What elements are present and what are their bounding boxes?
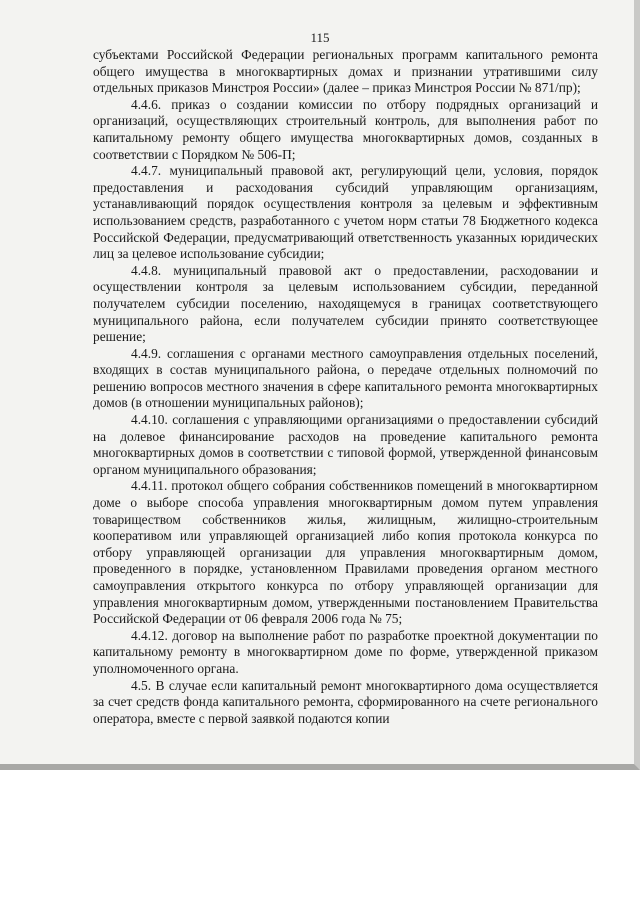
page-number: 115 [310, 30, 330, 45]
paragraph-4-4-6: 4.4.6. приказ о создании комиссии по отбору подрядных организаций и организаций, осуществляющих строительный контроль, для выполнения работ по капитальному ремонту общего имущества многоквартирных домов, созданных в соответствии с Порядком № 506-П; [93, 96, 598, 162]
paragraph-4-5: 4.5. В случае если капитальный ремонт многоквартирного дома осуществляется за счет средств фонда капитального ремонта, сформированного на счете регионального оператора, вместе с первой заявкой подаются копии [93, 677, 598, 726]
paragraph-4-4-12: 4.4.12. договор на выполнение работ по разработке проектной документации по капитальному ремонту в многоквартирном доме по форме, утвержденной приказом уполномоченного органа. [93, 627, 598, 676]
paragraph-4-4-8: 4.4.8. муниципальный правовой акт о предоставлении, расходовании и осуществлении контроля за целевым использованием субсидии, переданной получателем субсидии поселению, находящемуся в границах соответствующего муниципального района, если получателем субсидии принято соответствующее решение; [93, 262, 598, 345]
paragraph-4-4-9: 4.4.9. соглашения с органами местного самоуправления отдельных поселений, входящих в состав муниципального района, о передаче отдельных полномочий по решению вопросов местного значения в сфере капитального ремонта многоквартирных домов (в отношении муниципальных районов); [93, 345, 598, 411]
paragraph-4-4-10: 4.4.10. соглашения с управляющими организациями о предоставлении субсидий на долевое финансирование расходов на проведение капитального ремонта многоквартирных домов в соответствии с типовой формой, утвержденной финансовым органом муниципального образования; [93, 412, 598, 477]
paragraph-continuation: субъектами Российской Федерации региональных программ капитального ремонта общего имущества в многоквартирных домах и признании утратившими силу отдельных приказов Минстроя России» (далее – приказ Минстроя России № 871/пр); [93, 47, 598, 96]
paragraph-4-4-11: 4.4.11. протокол общего собрания собственников помещений в многоквартирном доме о выборе способа управления многоквартирным домом путем управления товариществом собственников жилья, жилищным, жилищно-строительным кооперативом или управляющей организацией либо копия протокола конкурса по отбору управляющей организации для управления многоквартирным домом, проведенного в порядке, установленном Правилами проведения органом местного самоуправления открытого конкурса по отбору управляющей организации для управления многоквартирным домом, утвержденными постановлением Правительства Российской Федерации от 06 февраля 2006 года № 75; [93, 478, 598, 627]
paragraph-4-4-7: 4.4.7. муниципальный правовой акт, регулирующий цели, условия, порядок предоставления и расходования субсидий управляющим организациям, устанавливающий порядок осуществления контроля за целевым и эффективным использованием средств, разработанного с учетом норм статьи 78 Бюджетного кодекса Российской Федерации, предусматривающий ответственность указанных юридических лиц за целевое использование субсидии; [93, 163, 598, 262]
document-body [93, 47, 598, 727]
